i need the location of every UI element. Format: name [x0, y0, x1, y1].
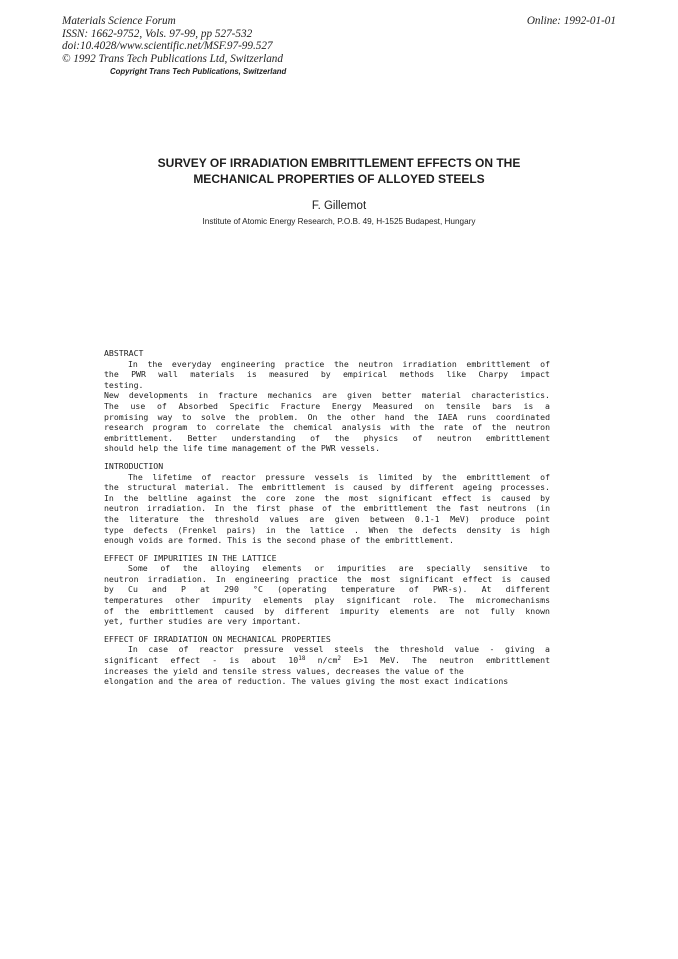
abstract-section — [104, 348, 550, 454]
abstract-line: New developments in fracture mechanics are given better material characteristics. — [104, 390, 550, 401]
introduction-line: In the beltline against the core zone the most significant effect is caused by — [104, 492, 550, 503]
author-affiliation: Institute of Atomic Energy Research, P.O.B. 49, H-1525 Budapest, Hungary — [202, 217, 476, 226]
mechanical-line: increases the yield and tensile stress values, decreases the value of the — [104, 665, 464, 676]
mechanical-line-fluence — [104, 655, 550, 666]
impurities-line: yet, further studies are very important. — [104, 616, 302, 627]
area-exponent: 2 — [337, 655, 342, 663]
abstract-line: the PWR wall materials is measured by empirical methods like Charpy impact — [104, 369, 550, 380]
abstract-line: The use of Absorbed Specific Fracture Energy Measured on tensile bars is a — [104, 400, 550, 411]
mechanical-section — [104, 634, 550, 687]
paper-body — [104, 348, 550, 694]
impurities-heading: EFFECT OF IMPURITIES IN THE LATTICE — [104, 552, 277, 563]
introduction-line: type defects (Frenkel pairs) in the lattice . When the defects density is high — [104, 524, 550, 535]
fluence-text-pre: significant effect - is about 10 — [104, 655, 299, 666]
publisher-note: Copyright Trans Tech Publications, Switzerland — [110, 67, 287, 76]
mechanical-line: In case of reactor pressure vessel steels the threshold value - giving a — [128, 644, 550, 655]
introduction-heading: INTRODUCTION — [104, 460, 164, 471]
title-line-1: SURVEY OF IRRADIATION EMBRITTLEMENT EFFECTS ON THE — [157, 156, 521, 170]
impurities-line: Some of the alloying elements or impurities are specially sensitive to — [128, 563, 550, 574]
abstract-line: research program to correlate the chemical analysis with the rate of the neutron — [104, 422, 550, 433]
fluence-text-post: E>1 MeV. The neutron embrittlement — [341, 655, 550, 666]
paper-title — [60, 155, 618, 187]
mechanical-heading: EFFECT OF IRRADIATION ON MECHANICAL PROPERTIES — [104, 633, 331, 644]
doi-line: doi:10.4028/www.scientific.net/MSF.97-99.527 — [62, 40, 273, 53]
abstract-line: testing. — [104, 379, 144, 390]
author-name: F. Gillemot — [311, 200, 367, 212]
impurities-line: of the embrittlement caused by different impurity elements are not fully known — [104, 605, 550, 616]
title-line-2: MECHANICAL PROPERTIES OF ALLOYED STEELS — [193, 172, 485, 186]
impurities-line: temperatures other impurity elements play significant role. The micromechanisms — [104, 595, 550, 606]
abstract-heading: ABSTRACT — [104, 348, 144, 358]
fluence-exponent: 18 — [298, 655, 306, 663]
impurities-line: by Cu and P at 290 °C (operating temperature of PWR-s). At different — [104, 584, 550, 595]
introduction-line: The lifetime of reactor pressure vessels is limited by the embrittlement of — [128, 471, 550, 482]
impurities-section — [104, 553, 550, 627]
introduction-section — [104, 461, 550, 546]
introduction-line: neutron irradiation. In the first phase of the embrittlement the fast neutrons (in — [104, 503, 550, 514]
mechanical-line: elongation and the area of reduction. The values giving the most exact indications — [104, 676, 509, 687]
copyright-line: © 1992 Trans Tech Publications Ltd, Switzerland — [62, 52, 283, 65]
online-date: Online: 1992-01-01 — [526, 15, 616, 27]
journal-metadata — [62, 15, 283, 65]
abstract-line: In the everyday engineering practice the neutron irradiation embrittlement of — [128, 358, 550, 369]
impurities-line: neutron irradiation. In engineering practice the most significant effect is caused — [104, 573, 550, 584]
introduction-line: the structural material. The embrittlement is caused by different ageing processes. — [104, 482, 550, 493]
introduction-line: the literature the threshold values are given between 0.1-1 MeV) produce point — [104, 513, 550, 524]
fluence-unit: n/cm — [305, 655, 338, 666]
abstract-line: promising way to solve the problem. On the other hand the IAEA runs coordinated — [104, 411, 550, 422]
issn-line: ISSN: 1662-9752, Vols. 97-99, pp 527-532 — [62, 27, 253, 40]
journal-name: Materials Science Forum — [62, 15, 176, 27]
abstract-line: should help the life time management of the PWR vessels. — [104, 443, 381, 454]
abstract-line: embrittlement. Better understanding of the physics of neutron embrittlement — [104, 432, 550, 443]
introduction-line: enough voids are formed. This is the second phase of the embrittlement. — [104, 535, 454, 546]
